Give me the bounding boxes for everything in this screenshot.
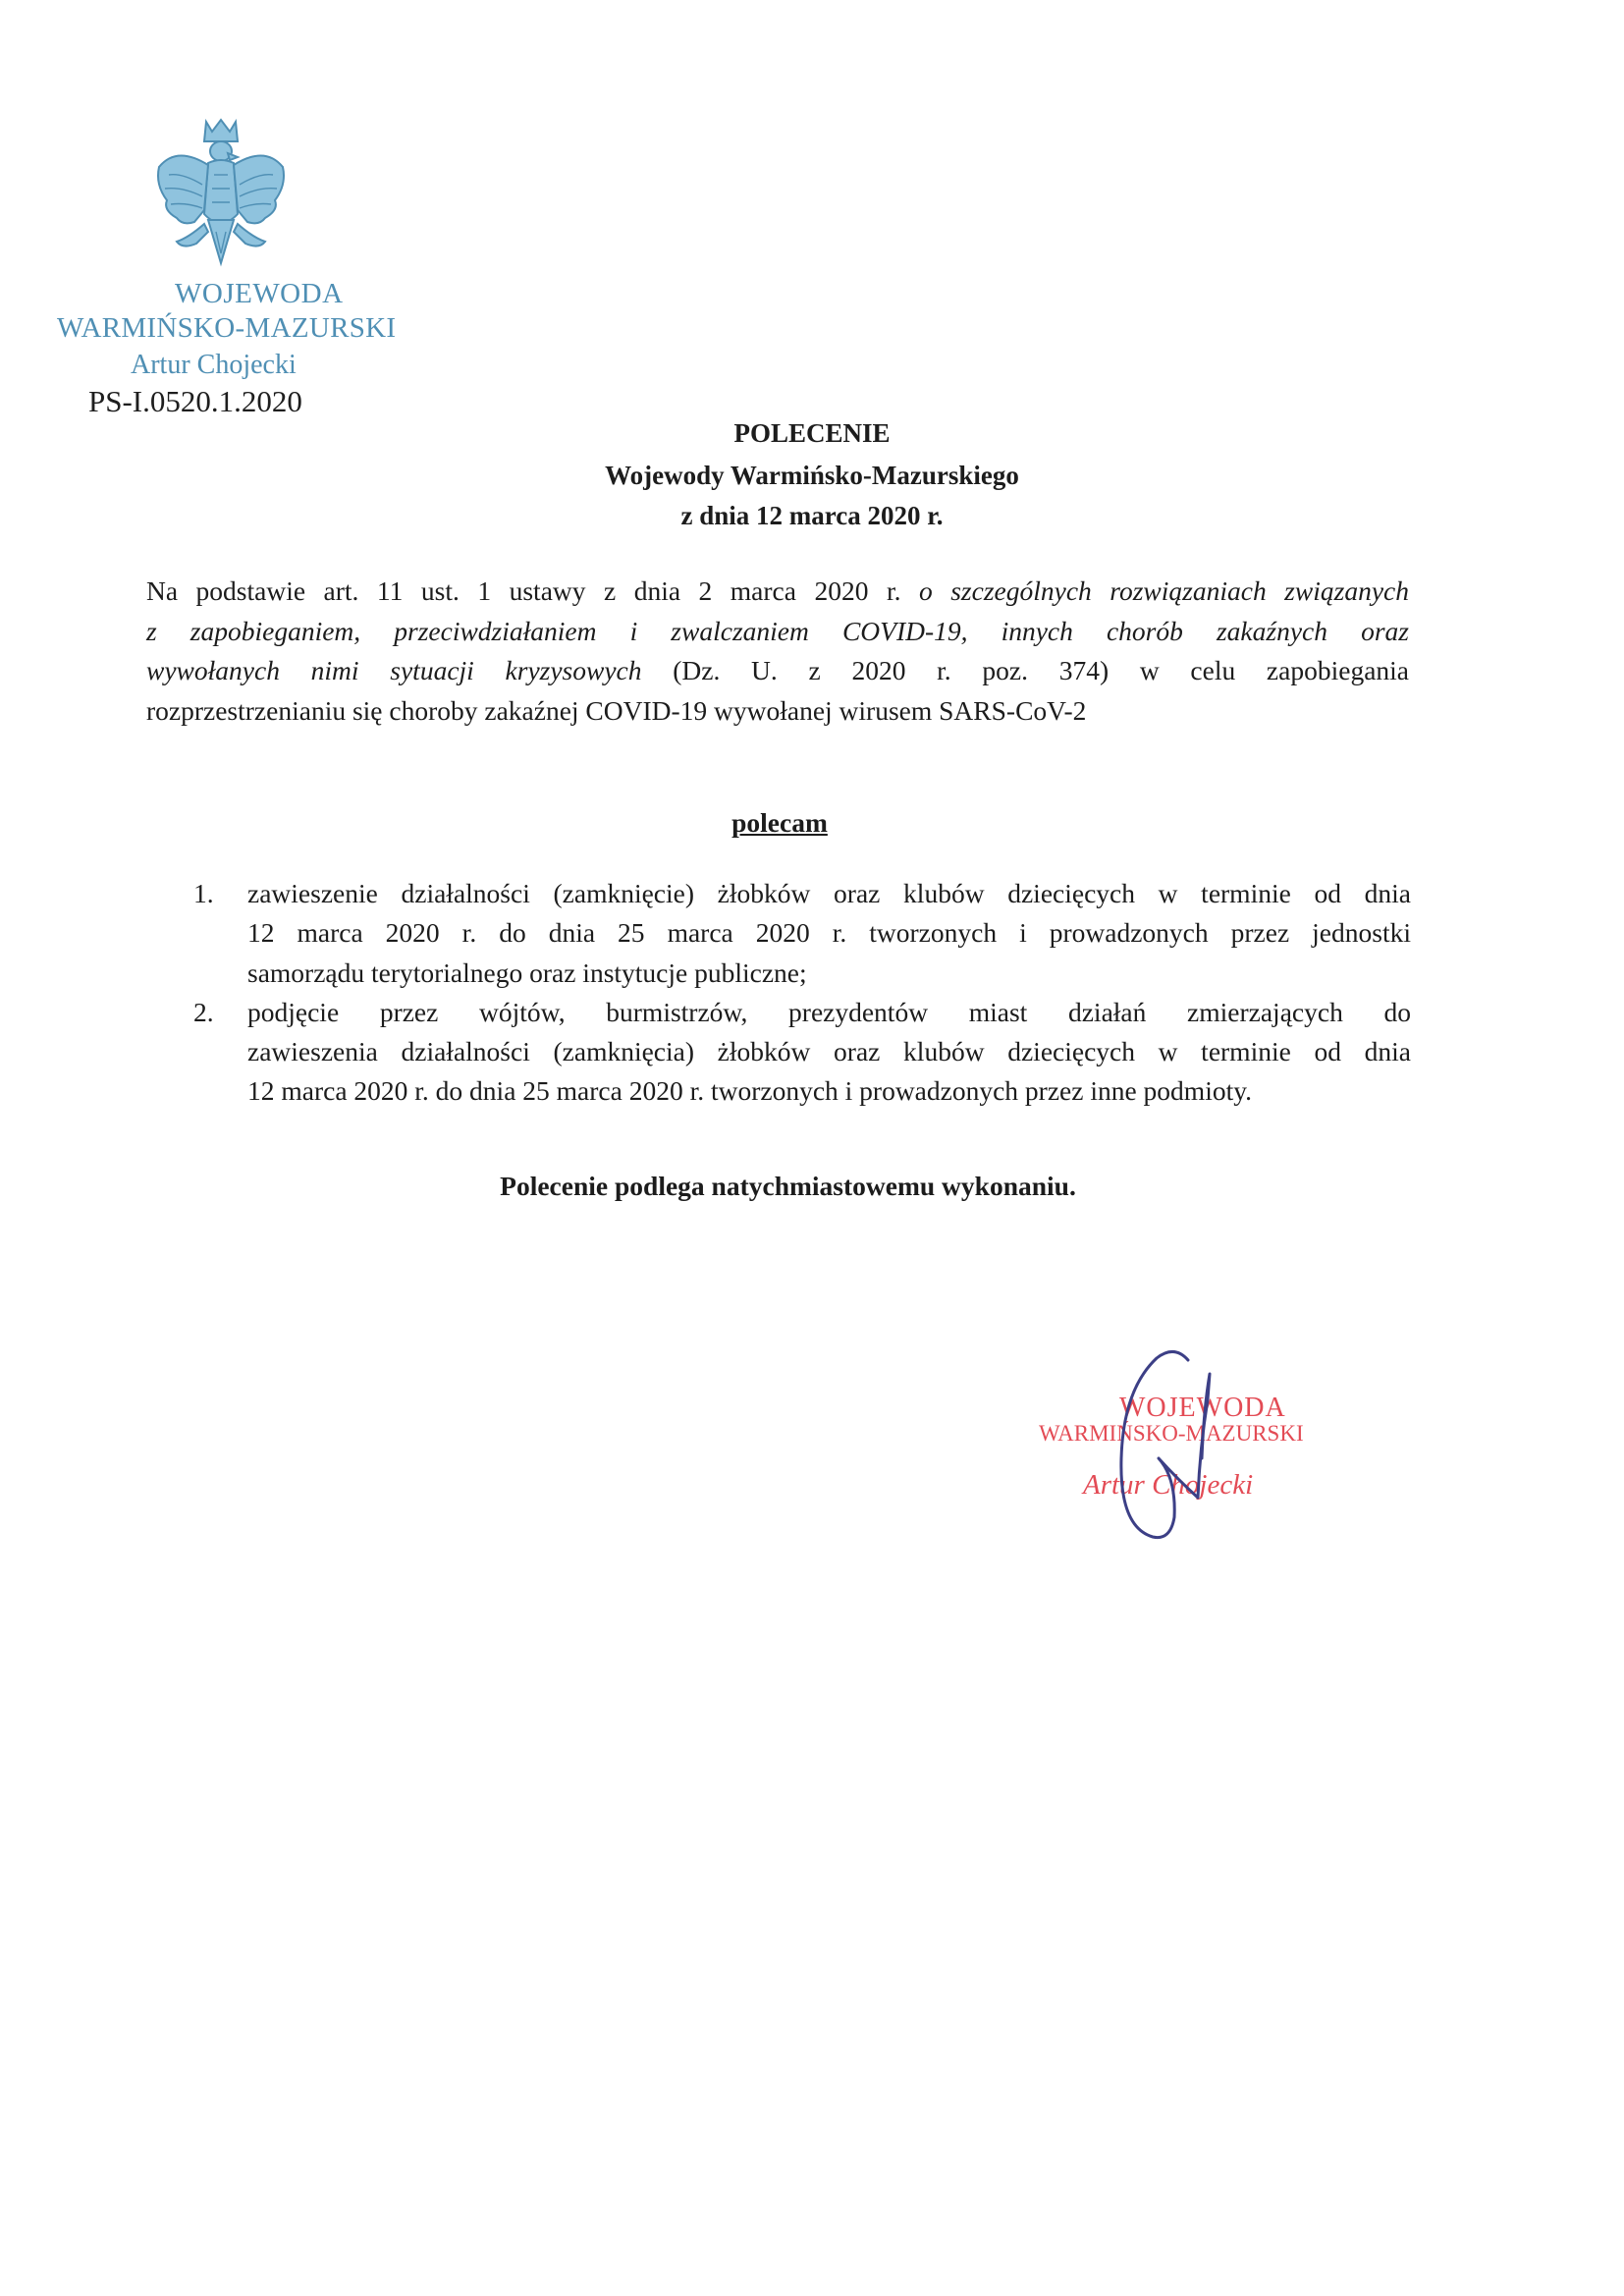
legal-basis-paragraph <box>146 572 1409 731</box>
stamp-official-name: Artur Chojecki <box>1083 1469 1254 1501</box>
list-item <box>193 993 1411 1112</box>
document-date: z dnia 12 marca 2020 r. <box>680 501 944 530</box>
directive-list <box>193 874 1411 1112</box>
list-item-line: zawieszenia działalności (zamknięcia) żłobków oraz klubów dziecięcych w terminie od dnia <box>247 1036 1411 1067</box>
handwritten-signature <box>1080 1340 1276 1557</box>
document-title: POLECENIE <box>733 418 891 448</box>
list-item-line: zawieszenie działalności (zamknięcie) żłobków oraz klubów dziecięcych w terminie od dnia <box>247 878 1411 908</box>
italic-act-title: o szczególnych rozwiązaniach związanych <box>918 575 1409 606</box>
italic-act-title: z zapobieganiem, przeciwdziałaniem i zwalczaniem COVID-19, innych chorób zakaźnych oraz <box>146 615 1409 646</box>
header-official-name: Artur Chojecki <box>131 350 297 380</box>
list-item <box>193 874 1411 993</box>
plain-text: (Dz. U. z 2020 r. poz. 374) w celu zapobiegania <box>641 655 1409 685</box>
stamp-region: WARMIŃSKO-MAZURSKI <box>1039 1421 1304 1446</box>
reference-number: PS-I.0520.1.2020 <box>88 384 302 418</box>
italic-act-title: wywołanych nimi sytuacji kryzysowych <box>146 655 642 685</box>
list-item-line: 12 marca 2020 r. do dnia 25 marca 2020 r. tworzonych i prowadzonych przez jednostki <box>247 917 1411 949</box>
paragraph-line <box>146 691 1409 732</box>
stamp-office-title: WOJEWODA <box>1119 1393 1286 1423</box>
header-office-title: WOJEWODA <box>175 278 344 309</box>
paragraph-line <box>146 612 1409 652</box>
plain-text: rozprzestrzenianiu się choroby zakaźnej COVID-19 wywołanej wirusem SARS-CoV-2 <box>146 694 1087 726</box>
list-item-line: podjęcie przez wójtów, burmistrzów, prezydentów miast działań zmierzających do <box>247 996 1411 1027</box>
paragraph-line <box>146 651 1409 691</box>
polish-eagle-emblem-icon <box>147 116 295 283</box>
list-item-line: samorządu terytorialnego oraz instytucje publiczne; <box>247 957 807 988</box>
document-issuer: Wojewody Warmińsko-Mazurskiego <box>605 461 1019 490</box>
list-item-line: 12 marca 2020 r. do dnia 25 marca 2020 r. tworzonych i prowadzonych przez inne podmioty. <box>247 1075 1253 1107</box>
directive-heading: polecam <box>731 807 828 838</box>
list-number: 2. <box>193 996 214 1027</box>
paragraph-line <box>146 572 1409 612</box>
list-number: 1. <box>193 878 214 908</box>
closing-statement: Polecenie podlega natychmiastowemu wykonaniu. <box>500 1171 1076 1201</box>
header-region: WARMIŃSKO-MAZURSKI <box>57 312 397 344</box>
plain-text: Na podstawie art. 11 ust. 1 ustawy z dnia 2 marca 2020 r. <box>146 575 919 606</box>
